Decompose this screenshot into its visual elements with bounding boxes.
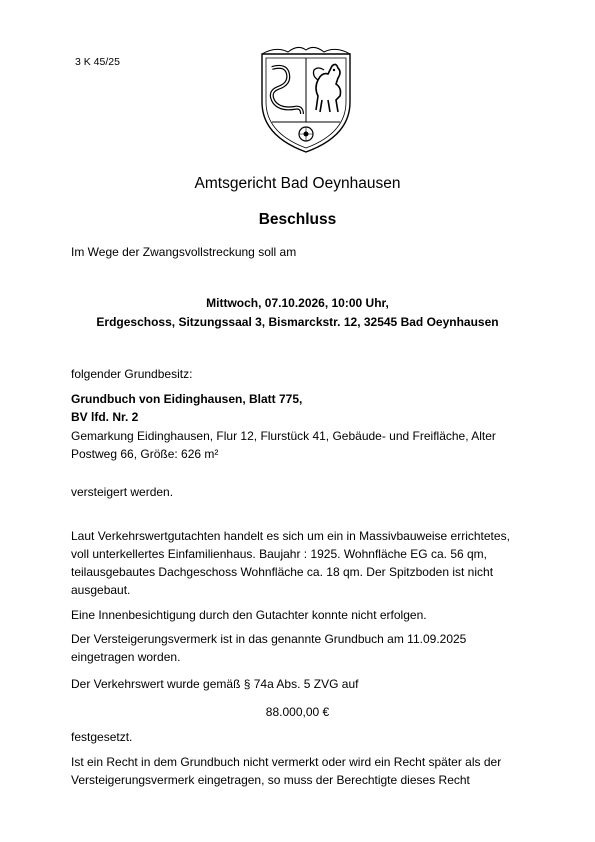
innenbesichtigung-text: Eine Innenbesichtigung durch den Gutachter konnte nicht erfolgen. [71,608,427,622]
verkehrswert-amount: 88.000,00 € [265,705,330,719]
court-name: Amtsgericht Bad Oeynhausen [194,175,401,192]
property-intro: folgender Grundbesitz: [71,367,193,381]
festgesetzt-text: festgesetzt. [71,730,133,744]
gutachten-line-4: ausgebaut. [71,583,131,597]
gutachten-line-2: voll unterkellertes Einfamilienhaus. Baujahr : 1925. Wohnfläche EG ca. 56 qm, [71,547,488,561]
verkehrswert-intro: Der Verkehrswert wurde gemäß § 74a Abs. 5 ZVG auf [71,677,359,691]
nrw-coat-of-arms-icon [258,44,354,156]
gemarkung-line-2: Postweg 66, Größe: 626 m² [71,447,219,461]
document-title: Beschluss [258,211,337,228]
recht-line-1: Ist ein Recht in dem Grundbuch nicht vermerkt oder wird ein Recht später als der [71,755,502,769]
versteigert-text: versteigert werden. [71,485,174,499]
bv-line: BV lfd. Nr. 2 [71,410,139,424]
recht-line-2: Versteigerungsvermerk eingetragen, so muss der Berechtigte dieses Recht [71,773,470,787]
gemarkung-line-1: Gemarkung Eidinghausen, Flur 12, Flurstück 41, Gebäude- und Freifläche, Alter [71,429,496,443]
intro-text: Im Wege der Zwangsvollstreckung soll am [71,245,297,259]
vermerk-line-2: eingetragen worden. [71,650,181,664]
gutachten-line-3: teilausgebautes Dachgeschoss Wohnfläche ca. 18 qm. Der Spitzboden ist nicht [71,565,494,579]
auction-location: Erdgeschoss, Sitzungssaal 3, Bismarckstr. 12, 32545 Bad Oeynhausen [96,315,499,329]
grundbuch-line: Grundbuch von Eidinghausen, Blatt 775, [71,392,303,406]
gutachten-line-1: Laut Verkehrswertgutachten handelt es sich um ein in Massivbauweise errichtetes, [71,529,510,543]
file-number: 3 K 45/25 [75,56,120,68]
vermerk-line-1: Der Versteigerungsvermerk ist in das genannte Grundbuch am 11.09.2025 [71,632,467,646]
auction-date: Mittwoch, 07.10.2026, 10:00 Uhr, [206,296,389,310]
